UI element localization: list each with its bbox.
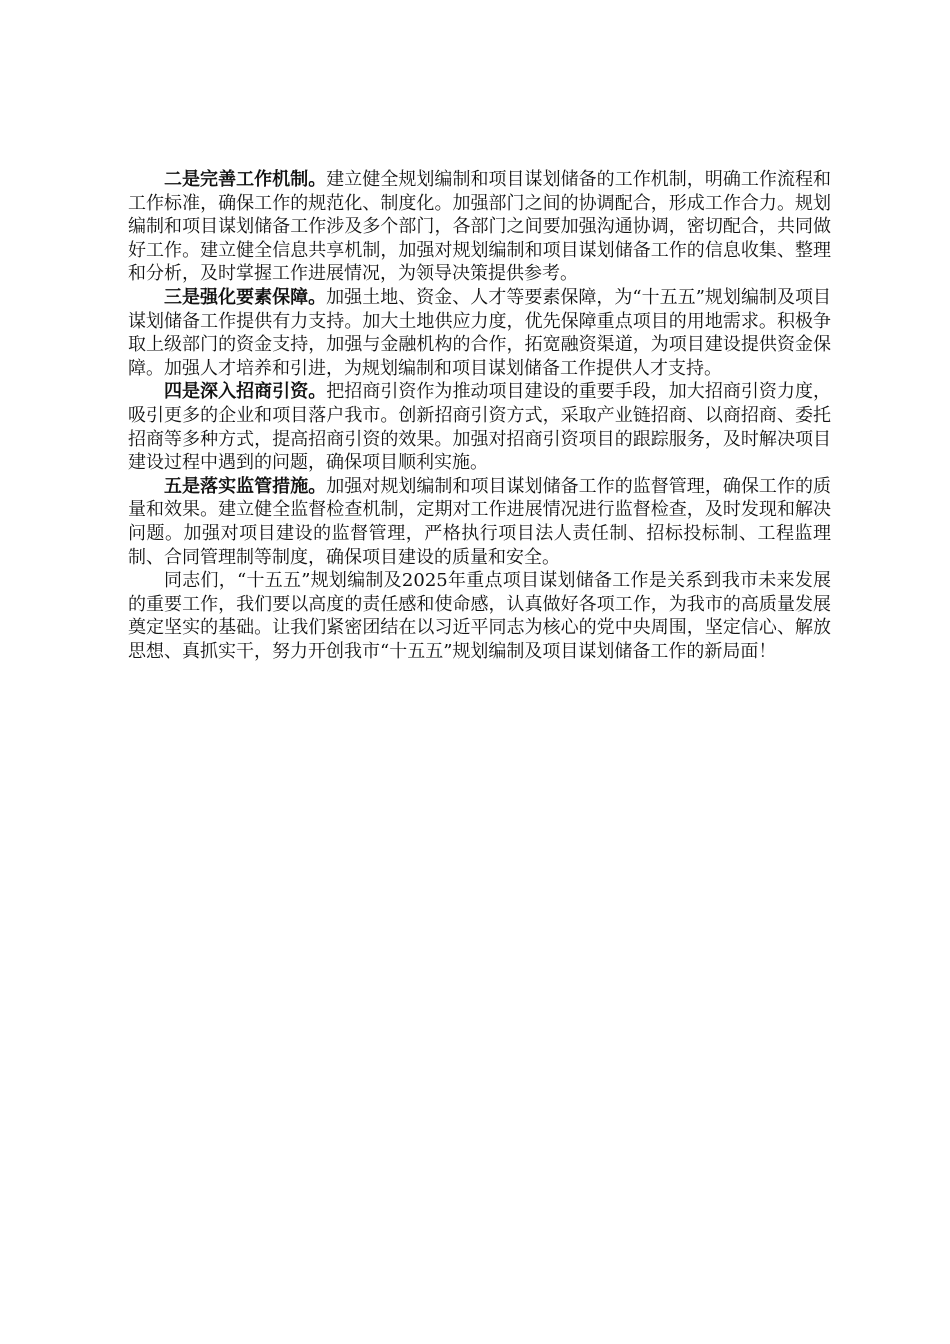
paragraph-lead: 二是完善工作机制。 — [164, 169, 327, 190]
paragraph-improve-mechanism — [128, 168, 831, 286]
paragraph-lead: 四是深入招商引资。 — [164, 381, 327, 403]
paragraph-supervision-measures — [128, 475, 831, 569]
paragraph-text: 加强对规划编制和项目谋划储备工作的监督管理，确保工作的质量和效果。建立健全监督检查机制，定期对工作进展情况进行监督检查，及时发现和解决问题。加强对项目建设的监督管理，严格执行项目法人责任制、招标投标制、工程监理制、合同管理制等制度，确保项目建设的质量和安全。 — [128, 475, 831, 568]
paragraph-lead: 三是强化要素保障。 — [164, 286, 327, 308]
paragraph-text: 把招商引资作为推动项目建设的重要手段，加大招商引资力度，吸引更多的企业和项目落户我市。创新招商引资方式，采取产业链招商、以商招商、委托招商等多种方式，提高招商引资的效果。加强对招商引资项目的跟踪服务，及时解决项目建设过程中遇到的问题，确保项目顺利实施。 — [128, 381, 831, 474]
paragraph-closing — [128, 569, 831, 663]
document-body — [128, 168, 831, 663]
paragraph-investment-attraction — [128, 380, 831, 474]
paragraph-text: 建立健全规划编制和项目谋划储备的工作机制，明确工作流程和工作标准，确保工作的规范化、制度化。加强部门之间的协调配合，形成工作合力。规划编制和项目谋划储备工作涉及多个部门，各部门之间要加强沟通协调，密切配合，共同做好工作。建立健全信息共享机制，加强对规划编制和项目谋划储备工作的信息收集、整理和分析，及时掌握工作进展情况，为领导决策提供参考。 — [128, 169, 831, 285]
paragraph-text: 加强土地、资金、人才等要素保障，为“十五五”规划编制及项目谋划储备工作提供有力支持。加大土地供应力度，优先保障重点项目的用地需求。积极争取上级部门的资金支持，加强与金融机构的合作，拓宽融资渠道，为项目建设提供资金保障。加强人才培养和引进，为规划编制和项目谋划储备工作提供人才支持。 — [128, 286, 832, 379]
paragraph-lead: 五是落实监管措施。 — [164, 475, 327, 497]
paragraph-strengthen-resources — [128, 286, 831, 380]
paragraph-text: 同志们，“十五五”规划编制及2025年重点项目谋划储备工作是关系到我市未来发展的重要工作，我们要以高度的责任感和使命感，认真做好各项工作，为我市的高质量发展奠定坚实的基础。让我们紧密团结在以习近平同志为核心的党中央周围，坚定信心、解放思想、真抓实干，努力开创我市“十五五”规划编制及项目谋划储备工作的新局面！ — [128, 570, 831, 662]
